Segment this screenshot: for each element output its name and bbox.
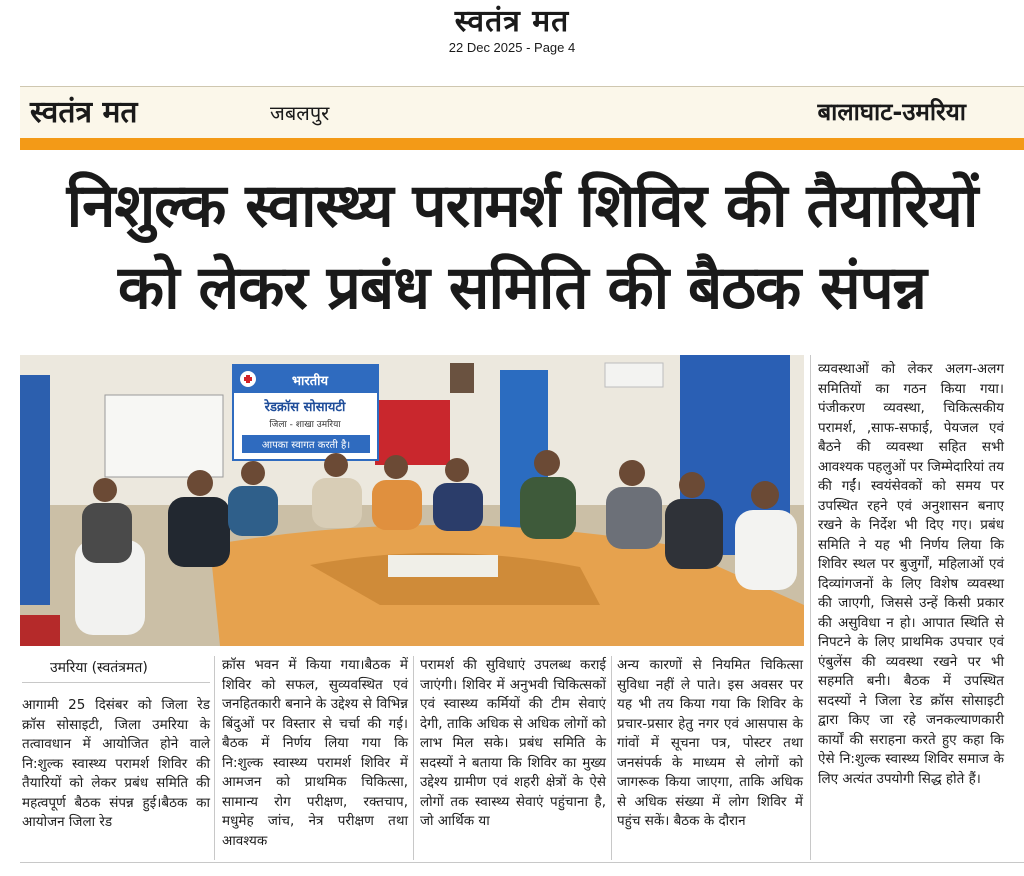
article-column-4: अन्य कारणों से नियमित चिकित्सा सुविधा नहीं ले पाते। इस अवसर पर यह भी तय किया गया कि शिविर के प्रचार-प्रसार हेतु नगर एवं आसपास के गांवों में सूचना पत्र, पोस्टर तथा जनसंपर्क के माध्यम से लोगों को जागरूक किया जाएगा, ताकि अधिक से अधिक संख्या में लोग शिविर में पहुंच सकें। बैठक के दौरान bbox=[617, 657, 803, 829]
red-chair bbox=[20, 615, 60, 646]
wall-portrait bbox=[450, 363, 474, 393]
date-page-label: 22 Dec 2025 - Page 4 bbox=[448, 40, 576, 55]
table-card bbox=[388, 555, 498, 577]
page-bottom-rule bbox=[20, 862, 1024, 863]
column-divider bbox=[810, 355, 811, 860]
banner-line-2: रेडक्रॉस सोसायटी bbox=[264, 400, 346, 415]
banner-line-4: आपका स्वागत करती है। bbox=[261, 440, 351, 451]
column-divider bbox=[611, 656, 612, 860]
article-column-5: व्यवस्थाओं को लेकर अलग-अलग समितियों का गठन किया गया। पंजीकरण व्यवस्था, चिकित्सकीय परामर्श, ,साफ-सफाई, पेयजल एवं बैठने की व्यवस्था सहित सभी आवश्यक पहलुओं पर जिम्मेदारियां तय की गईं। स्वयंसेवकों को समय पर उपस्थित रहने एवं अनुशासन बनाए रखने के निर्देश भी दिए गए। प्रबंध समिति ने यह भी निर्णय लिया कि शिविर स्थल पर बुजुर्गों, महिलाओं एवं दिव्यांगजनों के लिए विशेष व्यवस्था की जाएगी, जिससे उन्हें किसी प्रकार की असुविधा न हो। आपात स्थिति से निपटने के लिए प्राथमिक उपचार एवं एंबुलेंस की व्यवस्था रखने पर भी सहमति बनी। बैठक में उपस्थित सदस्यों ने जिला रेड क्रॉस सोसाइटी द्वारा किए जा रहे जनकल्याणकारी कार्यों की सराहना करते हुए कहा कि ऐसे नि:शुल्क स्वास्थ्य शिविर समाज के लिए अत्यंत उपयोगी सिद्ध होते हैं। bbox=[818, 361, 1004, 787]
article-dateline: उमरिया (स्वतंत्रमत) bbox=[50, 660, 148, 676]
section-band bbox=[20, 86, 1024, 138]
banner-line-3: जिला - शाखा उमरिया bbox=[269, 420, 341, 430]
section-city: जबलपुर bbox=[270, 101, 330, 125]
air-conditioner bbox=[605, 363, 663, 387]
article-column-1: आगामी 25 दिसंबर को जिला रेड क्रॉस सोसाइटी, जिला उमरिया के तत्वावधान में आयोजित होने वाले नि:शुल्क स्वास्थ्य परामर्श शिविर की तैयारियों को लेकर प्रबंध समिति की महत्वपूर्ण बैठक संपन्न हुई।बैठक का आयोजन जिला रेड bbox=[22, 697, 210, 830]
masthead bbox=[0, 0, 1024, 70]
banner-line-1: भारतीय bbox=[291, 374, 329, 389]
column-divider bbox=[214, 656, 215, 860]
article-headline bbox=[20, 165, 1024, 329]
headline-line-1: निशुल्क स्वास्थ्य परामर्श शिविर की तैयारियों bbox=[66, 171, 978, 241]
meeting-photo bbox=[20, 355, 804, 646]
column-divider bbox=[413, 656, 414, 860]
article-column-3: परामर्श की सुविधाएं उपलब्ध कराई जाएंगी। शिविर में अनुभवी चिकित्सकों एवं स्वास्थ्य कर्मियों की टीम सेवाएं देगी, ताकि अधिक से अधिक लोगों को लाभ मिल सके। प्रबंध समिति के सदस्यों ने बताया कि शिविर का मुख्य उद्देश्य ग्रामीण एवं शहरी क्षेत्रों के ऐसे लोगों तक स्वास्थ्य सेवाएं पहुंचाना है, जो आर्थिक या bbox=[420, 657, 606, 829]
dateline-rule bbox=[22, 682, 210, 683]
headline-line-2: को लेकर प्रबंध समिति की बैठक संपन्न bbox=[118, 253, 926, 323]
curtain-left bbox=[20, 375, 50, 605]
red-board bbox=[375, 400, 450, 465]
section-region: बालाघाट-उमरिया bbox=[817, 98, 966, 126]
masthead-logo: स्वतंत्र मत bbox=[454, 4, 570, 39]
whiteboard bbox=[105, 395, 223, 477]
article-column-2: क्रॉस भवन में किया गया।बैठक में शिविर को सफल, सुव्यवस्थित एवं जनहितकारी बनाने के उद्देश्य से विभिन्न बिंदुओं पर विस्तार से चर्चा की गई। बैठक में निर्णय लिया गया कि नि:शुल्क स्वास्थ्य परामर्श शिविर में आमजन को प्राथमिक चिकित्सा, सामान्य रोग परीक्षण, रक्तचाप, मधुमेह जांच, नेत्र परीक्षण तथा आवश्यक bbox=[222, 657, 408, 849]
section-logo: स्वतंत्र मत bbox=[30, 95, 138, 130]
orange-divider bbox=[20, 138, 1024, 150]
